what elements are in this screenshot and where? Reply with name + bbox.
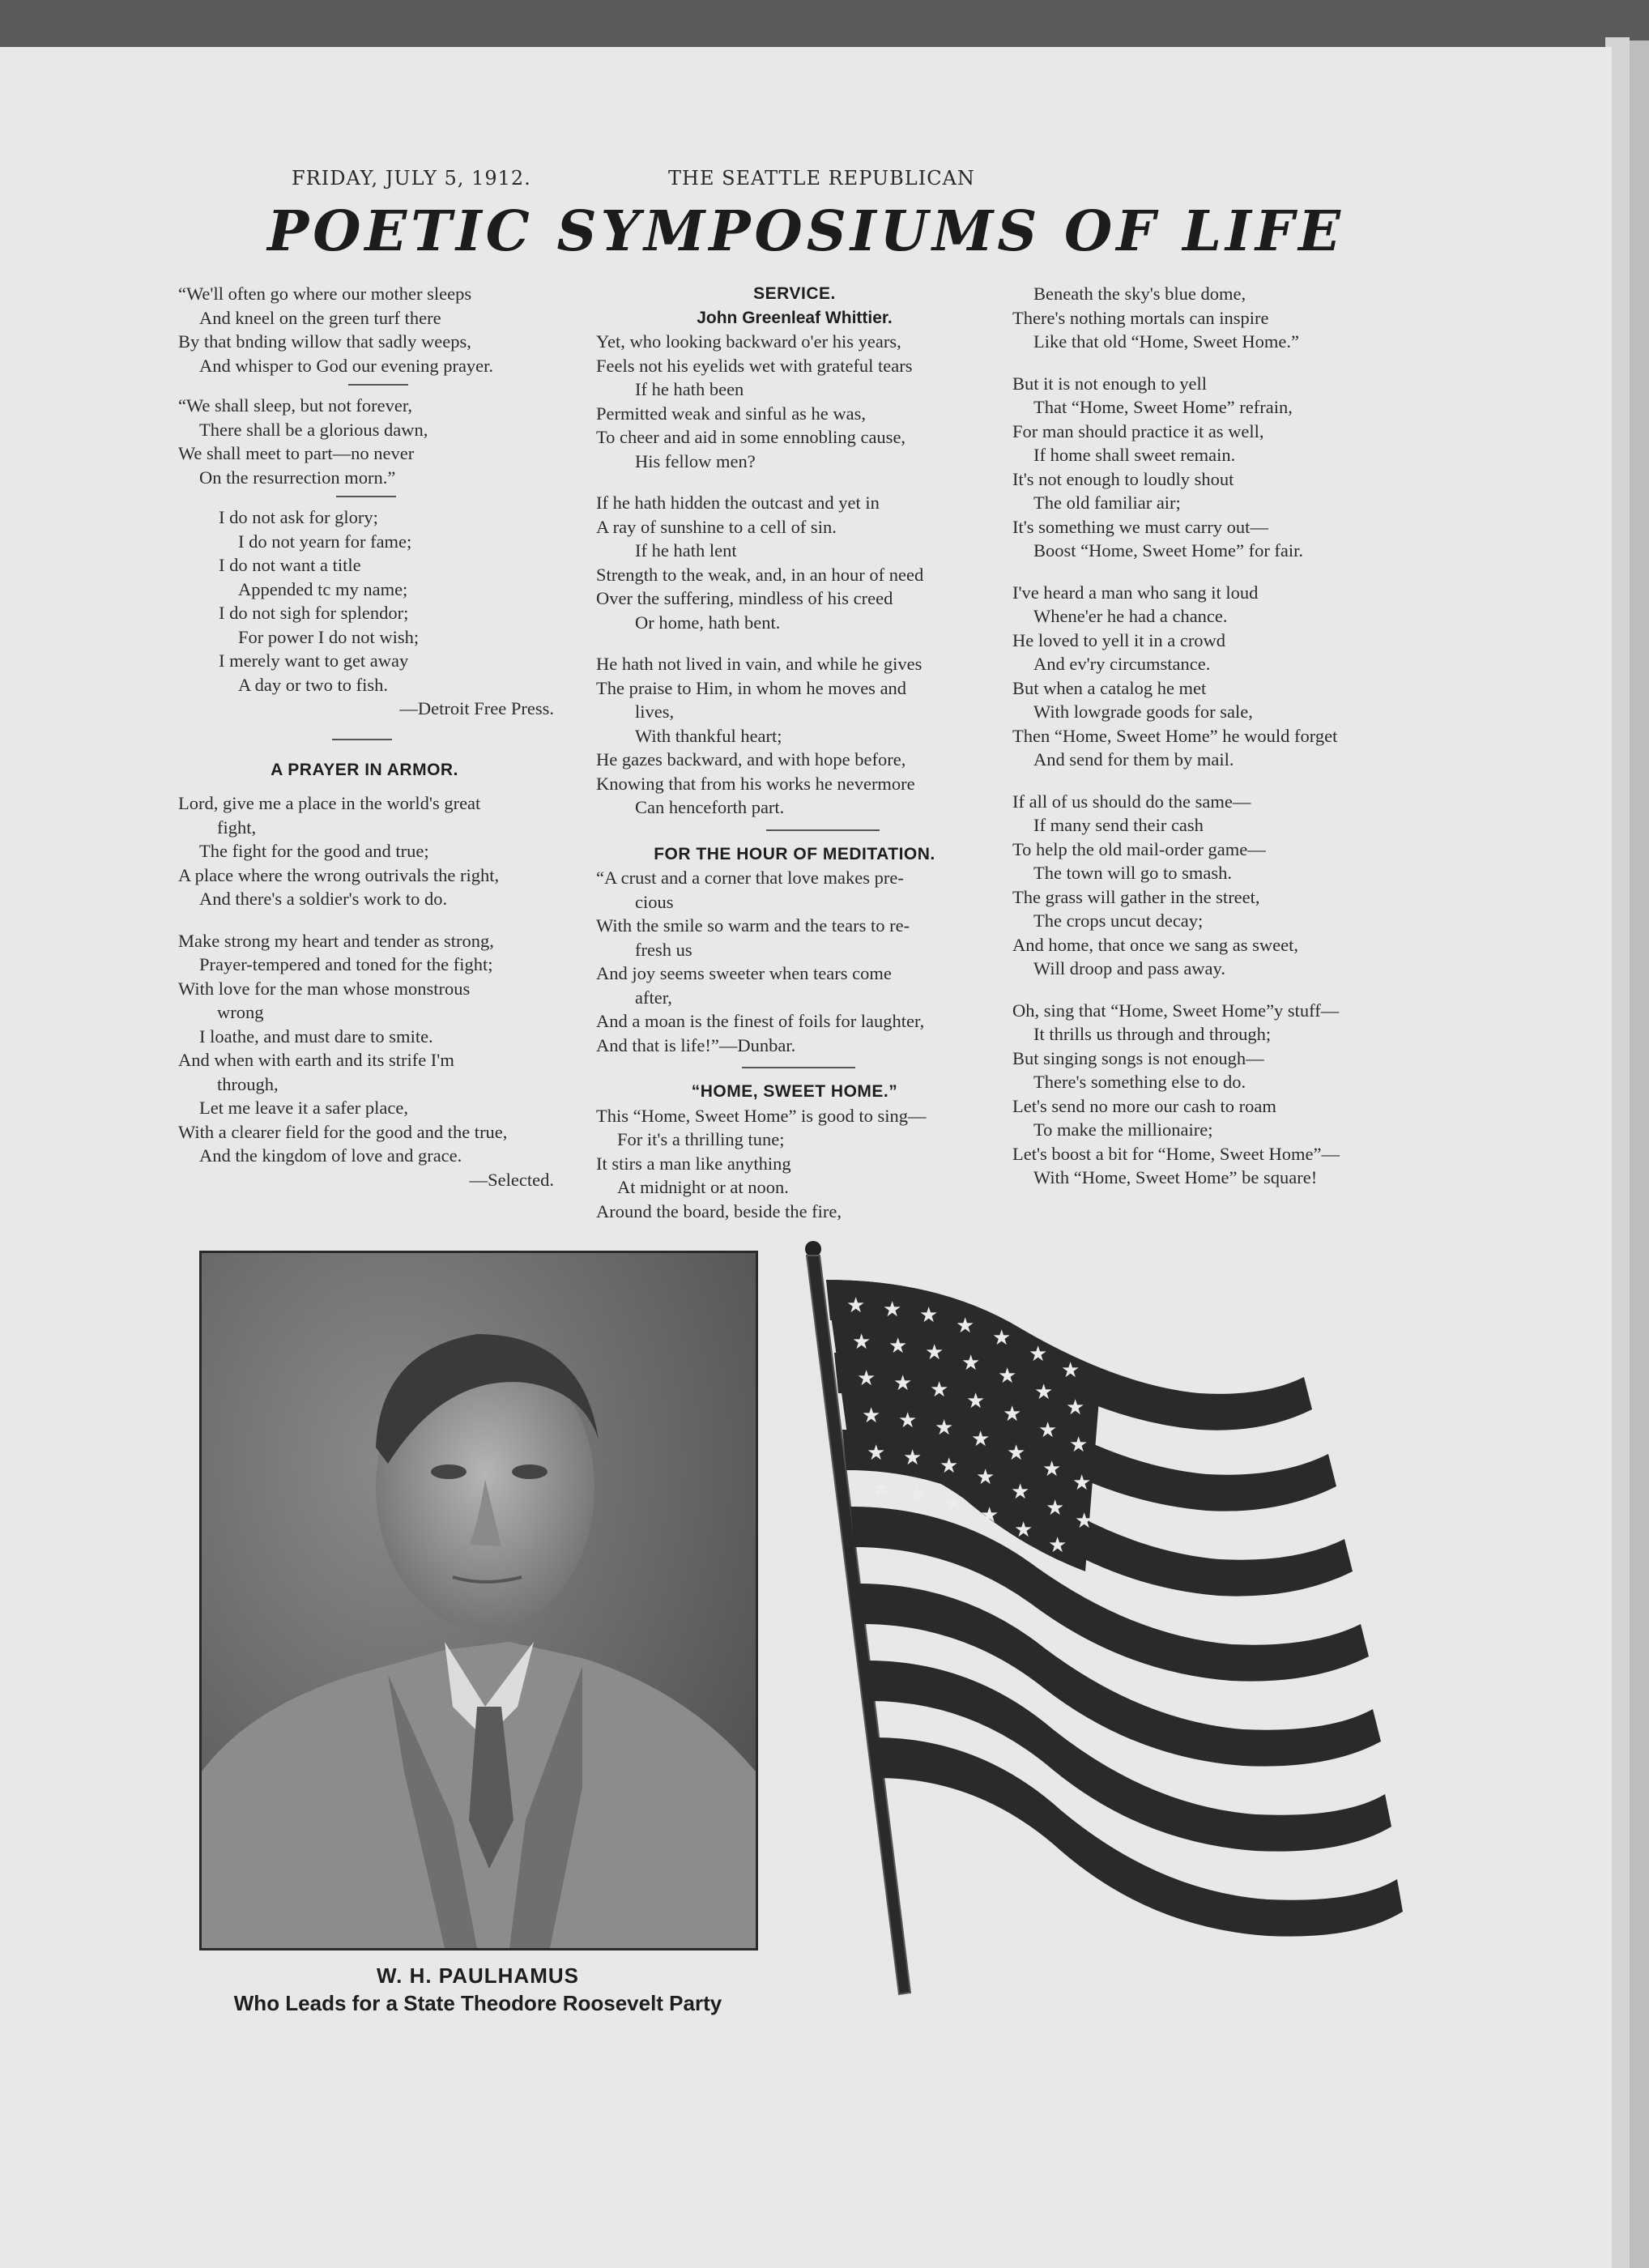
- poem-line: It's something we must carry out—: [1012, 516, 1268, 537]
- poem-line: With thankful heart;: [635, 725, 782, 746]
- spacer: [1012, 563, 1417, 581]
- poem-line: On the resurrection morn.”: [199, 467, 396, 488]
- poem-credit: —Detroit Free Press.: [399, 698, 554, 718]
- poem-line: It stirs a man like anything: [596, 1153, 791, 1174]
- poem-line: With lowgrade goods for sale,: [1033, 701, 1253, 722]
- svg-text:★: ★: [961, 1351, 981, 1375]
- poem-line: Let's boost a bit for “Home, Sweet Home”—: [1012, 1143, 1340, 1164]
- svg-text:★: ★: [925, 1341, 944, 1365]
- poem-line: I do not want a title: [219, 555, 361, 575]
- poem-line: “We'll often go where our mother sleeps: [178, 284, 472, 304]
- poem-line: wrong: [217, 1002, 264, 1022]
- divider: [336, 496, 396, 497]
- svg-text:★: ★: [1007, 1441, 1026, 1465]
- portrait-name: W. H. PAULHAMUS: [377, 1963, 579, 1988]
- poem-line: To make the millionaire;: [1033, 1119, 1213, 1140]
- poem-line: A place where the wrong outrivals the right,: [178, 864, 500, 885]
- poem-line: The fight for the good and true;: [199, 841, 429, 861]
- poem-line: The old familiar air;: [1033, 492, 1181, 513]
- poem-line: fresh us: [635, 939, 692, 960]
- portrait-photo-icon: [199, 1251, 758, 1950]
- poem-line: A day or two to fish.: [238, 674, 388, 695]
- poem-line: I do not yearn for fame;: [238, 531, 412, 552]
- poem-line: Make strong my heart and tender as strong,: [178, 930, 494, 951]
- poem-line: He loved to yell it in a crowd: [1012, 629, 1226, 650]
- poem-line: But singing songs is not enough—: [1012, 1047, 1264, 1068]
- poem-line: Permitted weak and sinful as he was,: [596, 403, 867, 424]
- svg-text:★: ★: [1066, 1396, 1085, 1420]
- poem-line: fight,: [217, 816, 257, 838]
- poem-line: I've heard a man who sang it loud: [1012, 582, 1259, 603]
- poem-line: Will droop and pass away.: [1033, 958, 1225, 978]
- svg-text:★: ★: [940, 1454, 959, 1478]
- svg-text:★: ★: [871, 1477, 891, 1501]
- svg-text:★: ★: [980, 1503, 999, 1528]
- poem-line: I do not ask for glory;: [219, 507, 378, 527]
- spacer: [1012, 772, 1417, 790]
- poem-line: Oh, sing that “Home, Sweet Home”y stuff—: [1012, 1000, 1340, 1021]
- poem-credit: —Selected.: [469, 1169, 554, 1190]
- poem-line: I merely want to get away: [219, 650, 409, 671]
- poem-line: Lord, give me a place in the world's great: [178, 793, 481, 813]
- poem-line: I loathe, and must dare to smite.: [199, 1025, 433, 1047]
- poem-line: Knowing that from his works he nevermore: [596, 773, 915, 794]
- spacer: [1012, 354, 1417, 372]
- poem-line: Whene'er he had a chance.: [1033, 606, 1228, 626]
- svg-text:★: ★: [893, 1371, 913, 1396]
- poem-line: And joy seems sweeter when tears come: [596, 963, 892, 983]
- portrait-caption: Who Leads for a State Theodore Roosevelt Party: [233, 1991, 722, 2015]
- poem-line: Boost “Home, Sweet Home” for fair.: [1033, 540, 1304, 561]
- newspaper-name: THE SEATTLE REPUBLICAN: [668, 167, 975, 190]
- poem-line: It thrills us through and through;: [1033, 1024, 1272, 1044]
- svg-text:★: ★: [992, 1326, 1012, 1350]
- svg-text:★: ★: [1069, 1433, 1089, 1457]
- poem-line: Or home, hath bent.: [635, 612, 781, 633]
- poem-line: Let me leave it a safer place,: [199, 1098, 408, 1118]
- divider: [766, 829, 880, 831]
- poem-line: The grass will gather in the street,: [1012, 886, 1260, 907]
- poem-line: And whisper to God our evening prayer.: [199, 355, 494, 376]
- poem-line: With a clearer field for the good and the true,: [178, 1121, 508, 1142]
- poem-line: With the smile so warm and the tears to re-: [596, 915, 910, 936]
- poem-line: The crops uncut decay;: [1033, 910, 1204, 931]
- poem-line: If he hath hidden the outcast and yet in: [596, 492, 880, 513]
- svg-text:★: ★: [908, 1482, 927, 1507]
- poem-line: Prayer-tempered and toned for the fight;: [199, 954, 493, 974]
- divider: [332, 739, 392, 740]
- column-left: [178, 282, 583, 1192]
- svg-text:★: ★: [1075, 1509, 1094, 1533]
- poem-line: Yet, who looking backward o'er his years,: [596, 331, 901, 352]
- poem-line: By that bnding willow that sadly weeps,: [178, 331, 471, 352]
- svg-text:★: ★: [1038, 1418, 1058, 1443]
- svg-text:★: ★: [919, 1303, 939, 1328]
- page-title: POETIC SYMPOSIUMS OF LIFE: [267, 199, 1344, 264]
- poem-line: And when with earth and its strife I'm: [178, 1050, 454, 1070]
- poem-line: Like that old “Home, Sweet Home.”: [1033, 331, 1300, 352]
- poem-line: If many send their cash: [1033, 815, 1204, 835]
- poem-line: Around the board, beside the fire,: [596, 1200, 842, 1221]
- poem-line: And that is life!”—Dunbar.: [596, 1034, 796, 1055]
- svg-text:★: ★: [1046, 1496, 1065, 1520]
- poem-line: And ev'ry circumstance.: [1033, 654, 1211, 674]
- svg-text:★: ★: [966, 1389, 986, 1413]
- poem-line: But it is not enough to yell: [1012, 373, 1207, 394]
- poem-line: To cheer and aid in some ennobling cause,: [596, 427, 906, 447]
- poem-line: He hath not lived in vain, and while he gives: [596, 654, 923, 674]
- poem-line: With “Home, Sweet Home” be square!: [1033, 1167, 1318, 1187]
- poem-line: That “Home, Sweet Home” refrain,: [1033, 397, 1293, 417]
- svg-text:★: ★: [1003, 1402, 1022, 1426]
- poem-line: With love for the man whose monstrous: [178, 978, 471, 999]
- poem-line: There's something else to do.: [1033, 1072, 1246, 1092]
- svg-text:★: ★: [888, 1334, 908, 1358]
- svg-text:★: ★: [998, 1364, 1017, 1388]
- poem-line: And the kingdom of love and grace.: [199, 1145, 462, 1166]
- section-title: FOR THE HOUR OF MEDITATION.: [654, 844, 935, 863]
- poem-line: cious: [635, 891, 674, 912]
- poem-line: A ray of sunshine to a cell of sin.: [596, 516, 837, 537]
- poem-line: It's not enough to loudly shout: [1012, 468, 1234, 489]
- svg-text:★: ★: [898, 1409, 918, 1433]
- svg-text:★: ★: [867, 1441, 886, 1465]
- svg-text:★: ★: [944, 1491, 964, 1516]
- spacer: [178, 782, 583, 791]
- column-right: [1012, 282, 1417, 1190]
- svg-text:★: ★: [857, 1366, 876, 1391]
- poem-line: And a moan is the finest of foils for laughter,: [596, 1011, 925, 1031]
- poem-line: Over the suffering, mindless of his creed: [596, 588, 893, 608]
- svg-text:★: ★: [956, 1314, 975, 1338]
- poem-line: Beneath the sky's blue dome,: [1033, 284, 1246, 304]
- svg-text:★: ★: [1034, 1380, 1054, 1405]
- poem-line: The praise to Him, in whom he moves and: [596, 677, 907, 698]
- poem-line: If he hath lent: [635, 540, 737, 561]
- svg-text:★: ★: [903, 1446, 923, 1470]
- poem-line: I do not sigh for splendor;: [219, 603, 409, 623]
- poem-line: His fellow men?: [635, 450, 756, 471]
- svg-text:★: ★: [1048, 1533, 1067, 1558]
- svg-text:★: ★: [1014, 1518, 1033, 1542]
- poem-line: Can henceforth part.: [635, 797, 785, 817]
- poem-line: For man should practice it as well,: [1012, 420, 1264, 441]
- american-flag-icon: [778, 1231, 1409, 2009]
- divider: [348, 384, 408, 386]
- svg-text:★: ★: [935, 1416, 954, 1440]
- spacer: [178, 911, 583, 929]
- spacer: [1012, 981, 1417, 999]
- spacer: [596, 473, 993, 491]
- poem-line: Then “Home, Sweet Home” he would forget: [1012, 725, 1338, 746]
- svg-text:★: ★: [883, 1298, 902, 1322]
- svg-text:★: ★: [852, 1330, 871, 1354]
- poem-line: For it's a thrilling tune;: [617, 1129, 785, 1149]
- poem-line: If he hath been: [635, 379, 744, 399]
- poem-line: And home, that once we sang as sweet,: [1012, 934, 1299, 955]
- svg-text:★: ★: [1029, 1342, 1048, 1366]
- poem-line: There shall be a glorious dawn,: [199, 419, 428, 440]
- poem-line: If home shall sweet remain.: [1033, 445, 1236, 465]
- poem-line: “We shall sleep, but not forever,: [178, 395, 413, 416]
- section-title: “HOME, SWEET HOME.”: [691, 1082, 898, 1101]
- poem-line: There's nothing mortals can inspire: [1012, 307, 1269, 328]
- svg-text:★: ★: [1072, 1471, 1092, 1495]
- poem-line: But when a catalog he met: [1012, 677, 1207, 698]
- poem-line: We shall meet to part—no never: [178, 443, 415, 463]
- section-title: A PRAYER IN ARMOR.: [271, 760, 458, 779]
- poem-line: The town will go to smash.: [1033, 863, 1232, 883]
- issue-date: FRIDAY, JULY 5, 1912.: [292, 167, 531, 190]
- column-middle: [596, 282, 993, 1223]
- divider: [742, 1067, 855, 1068]
- poem-line: And kneel on the green turf there: [199, 307, 441, 328]
- poem-line: Feels not his eyelids wet with grateful tears: [596, 355, 913, 376]
- poem-line: “A crust and a corner that love makes pre-: [596, 868, 904, 888]
- poem-line: At midnight or at noon.: [617, 1177, 789, 1197]
- svg-text:★: ★: [976, 1465, 995, 1490]
- poem-line: This “Home, Sweet Home” is good to sing—: [596, 1105, 927, 1126]
- svg-text:★: ★: [846, 1294, 866, 1318]
- poem-line: If all of us should do the same—: [1012, 791, 1251, 812]
- poem-line: lives,: [635, 701, 675, 722]
- section-author: John Greenleaf Whittier.: [697, 308, 893, 327]
- poem-line: after,: [635, 987, 672, 1008]
- poem-line: To help the old mail-order game—: [1012, 838, 1266, 859]
- poem-line: And send for them by mail.: [1033, 749, 1234, 770]
- poem-line: through,: [217, 1073, 279, 1094]
- poem-line: For power I do not wish;: [238, 626, 420, 647]
- svg-text:★: ★: [1011, 1480, 1030, 1504]
- poem-line: And there's a soldier's work to do.: [199, 889, 448, 909]
- poem-line: Appended tc my name;: [238, 578, 408, 599]
- svg-text:★: ★: [1042, 1457, 1062, 1481]
- spacer: [596, 634, 993, 652]
- svg-text:★: ★: [971, 1427, 991, 1452]
- poem-line: Let's send no more our cash to roam: [1012, 1095, 1276, 1116]
- section-title: SERVICE.: [753, 284, 836, 303]
- svg-text:★: ★: [1061, 1358, 1080, 1383]
- svg-text:★: ★: [930, 1378, 949, 1402]
- svg-text:★: ★: [862, 1404, 881, 1428]
- poem-line: He gazes backward, and with hope before,: [596, 749, 906, 770]
- poem-line: Strength to the weak, and, in an hour of need: [596, 564, 924, 585]
